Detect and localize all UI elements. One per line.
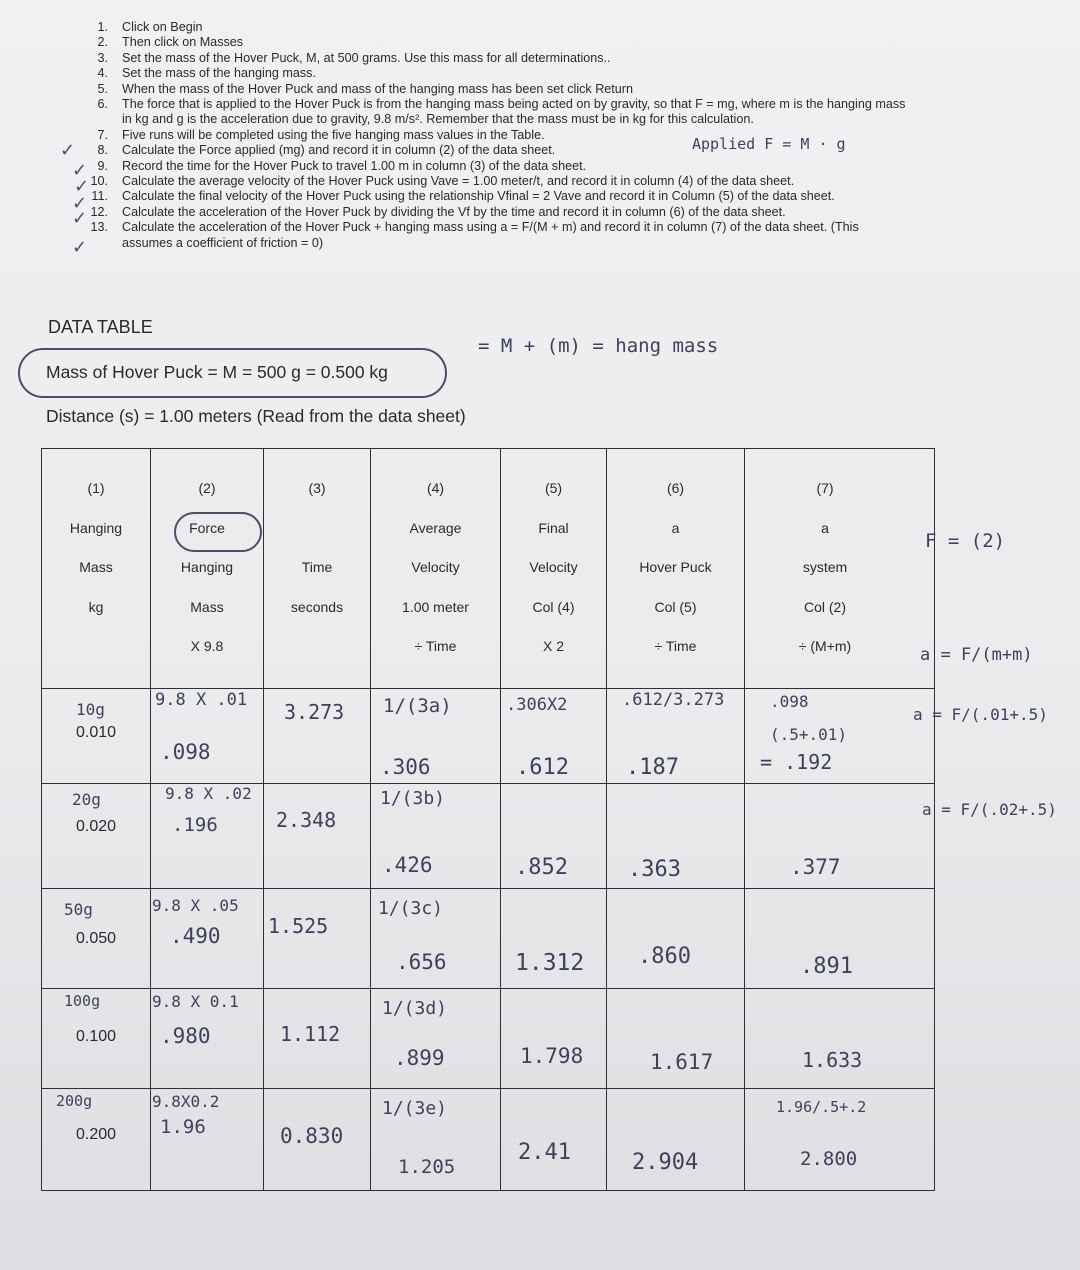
handwritten-hang-mass-note: = M + (m) = hang mass xyxy=(478,335,719,357)
final-velocity-value: 2.41 xyxy=(518,1140,571,1165)
velocity-calc: 1/(3c) xyxy=(378,898,444,919)
time-value: 0.830 xyxy=(280,1124,344,1148)
force-calc: 9.8 X .01 xyxy=(155,690,248,710)
handwritten-accel-eq: a = F/(.01+.5) xyxy=(913,705,1048,724)
avg-velocity-value: .899 xyxy=(394,1046,445,1070)
system-accel-value: 2.800 xyxy=(800,1148,858,1170)
force-value: .980 xyxy=(160,1024,211,1048)
handwritten-grams: 200g xyxy=(56,1092,93,1110)
velocity-calc: 1/(3b) xyxy=(380,788,446,809)
final-velocity-value: 1.312 xyxy=(515,950,585,976)
column-header-7: (7) a system Col (2) ÷ (M+m) xyxy=(798,480,852,654)
velocity-calc: 1/(3d) xyxy=(382,998,448,1019)
time-value: 1.112 xyxy=(280,1022,341,1046)
handwritten-accel-eq: a = F/(m+m) xyxy=(920,645,1033,665)
force-value: .098 xyxy=(160,740,211,764)
hanging-mass-value: 0.100 xyxy=(75,1028,117,1045)
handwritten-accel-eq: a = F/(.02+.5) xyxy=(922,800,1057,819)
handwritten-grams: 10g xyxy=(76,700,105,719)
final-velocity-value: 1.798 xyxy=(520,1044,584,1068)
column-header-6: (6) a Hover Puck Col (5) ÷ Time xyxy=(639,480,712,654)
accel-calc: .612/3.273 xyxy=(622,690,725,710)
row-divider xyxy=(41,888,935,889)
system-accel-calc: (.5+.01) xyxy=(770,725,848,744)
hanging-mass-value: 0.200 xyxy=(75,1126,117,1143)
system-accel-value: 1.633 xyxy=(802,1048,863,1072)
hover-puck-mass: Mass of Hover Puck = M = 500 g = 0.500 kg xyxy=(46,362,388,382)
row-divider xyxy=(41,688,935,689)
force-value: .196 xyxy=(172,814,218,836)
checkmark-icon: ✓ xyxy=(72,208,88,229)
velocity-calc: 1/(3e) xyxy=(382,1098,448,1119)
instruction-step: 10. Calculate the average velocity of the Hover Puck using Vave = 1.00 meter/t, and record it in column (4) of the data sheet. xyxy=(90,174,795,189)
force-value: 1.96 xyxy=(160,1116,206,1138)
column-header-4: (4) Average Velocity 1.00 meter ÷ Time xyxy=(402,480,469,654)
column-header-3: (3) Time seconds xyxy=(290,480,344,615)
handwritten-force-eq: F = (2) xyxy=(925,530,1006,552)
instruction-step: 11. Calculate the final velocity of the Hover Puck using the relationship Vfinal = 2 Vave and record it in Column (5) of the data sheet. xyxy=(91,189,835,204)
row-divider xyxy=(41,988,935,989)
instruction-step: 13. Calculate the acceleration of the Hover Puck + hanging mass using a = F/(M + m) and record it in column (7) of the data sheet. (This assumes a coefficient of friction = 0) xyxy=(90,220,859,250)
data-table-title: DATA TABLE xyxy=(48,317,153,337)
handwritten-grams: 20g xyxy=(72,790,101,809)
system-accel-value: .377 xyxy=(790,855,841,879)
distance-line: Distance (s) = 1.00 meters (Read from the data sheet) xyxy=(46,406,466,426)
checkmark-icon: ✓ xyxy=(60,140,76,161)
hanging-mass-value: 0.020 xyxy=(75,818,117,835)
row-divider xyxy=(41,1088,935,1089)
hover-puck-accel-value: 1.617 xyxy=(650,1050,714,1074)
final-velocity-calc: .306X2 xyxy=(506,695,568,715)
force-calc: 9.8 X .05 xyxy=(152,896,239,915)
time-value: 2.348 xyxy=(276,808,337,832)
instruction-step: 6. The force that is applied to the Hover Puck is from the hanging mass being acted on by gravity, so that F = mg, where m is the hanging mass in kg and g is the acceleration due to gravity, 9.8 m/s². Remember that the mass must be in kg for this calculation. xyxy=(97,97,906,127)
force-value: .490 xyxy=(170,924,221,948)
avg-velocity-value: .426 xyxy=(382,853,433,877)
avg-velocity-value: 1.205 xyxy=(398,1156,456,1178)
checkmark-icon: ✓ xyxy=(74,176,90,197)
hanging-mass-value: 0.010 xyxy=(75,724,117,741)
instruction-step: 1. Click on Begin xyxy=(97,20,203,34)
instruction-step: 4. Set the mass of the hanging mass. xyxy=(97,66,316,81)
checkmark-icon: ✓ xyxy=(72,237,88,258)
system-accel-value: = .192 xyxy=(760,750,833,774)
time-value: 1.525 xyxy=(268,914,329,938)
instruction-step: 7. Five runs will be completed using the five hanging mass values in the Table. xyxy=(97,127,545,142)
avg-velocity-value: .656 xyxy=(396,950,447,974)
force-calc: 9.8 X .02 xyxy=(165,784,252,803)
hover-puck-accel-value: .363 xyxy=(628,857,681,882)
instruction-step: 12. Calculate the acceleration of the Hover Puck by dividing the Vf by the time and record it in column (6) of the data sheet. xyxy=(90,204,786,219)
hover-puck-accel-value: 2.904 xyxy=(632,1150,699,1175)
column-header-1: (1) Hanging Mass kg xyxy=(69,480,123,615)
column-header-5: (5) Final Velocity Col (4) X 2 xyxy=(529,480,578,654)
hover-puck-accel-value: .860 xyxy=(638,944,691,969)
checkmark-icon: ✓ xyxy=(72,160,88,181)
avg-velocity-value: .306 xyxy=(380,755,431,779)
instruction-step: 5. When the mass of the Hover Puck and mass of the hanging mass has been set click Return xyxy=(97,81,634,96)
hover-puck-accel-value: .187 xyxy=(626,755,679,780)
force-calc: 9.8X0.2 xyxy=(152,1092,220,1111)
force-calc: 9.8 X 0.1 xyxy=(152,992,239,1011)
checkmark-icon: ✓ xyxy=(72,193,88,214)
system-accel-value: .891 xyxy=(800,954,853,979)
instruction-step: 3. Set the mass of the Hover Puck, M, at 500 grams. Use this mass for all determinations.. xyxy=(97,50,611,65)
handwritten-grams: 50g xyxy=(64,900,93,919)
hanging-mass-value: 0.050 xyxy=(75,930,117,947)
system-accel-calc: .098 xyxy=(770,692,809,711)
final-velocity-value: .852 xyxy=(515,855,568,880)
instruction-step: 9. Record the time for the Hover Puck to travel 1.00 m in column (3) of the data sheet. xyxy=(97,158,587,173)
time-value: 3.273 xyxy=(284,700,345,724)
handwritten-applied-force: Applied F = M · g xyxy=(692,135,846,153)
instruction-step: 2. Then click on Masses xyxy=(97,35,244,50)
handwritten-grams: 100g xyxy=(64,992,101,1010)
instruction-step: 8. Calculate the Force applied (mg) and record it in column (2) of the data sheet. xyxy=(97,143,556,158)
column-header-2: (2) Force Hanging Mass X 9.8 xyxy=(180,480,234,654)
final-velocity-value: .612 xyxy=(516,755,569,780)
system-accel-calc: 1.96/.5+.2 xyxy=(776,1098,867,1116)
velocity-calc: 1/(3a) xyxy=(383,695,452,717)
